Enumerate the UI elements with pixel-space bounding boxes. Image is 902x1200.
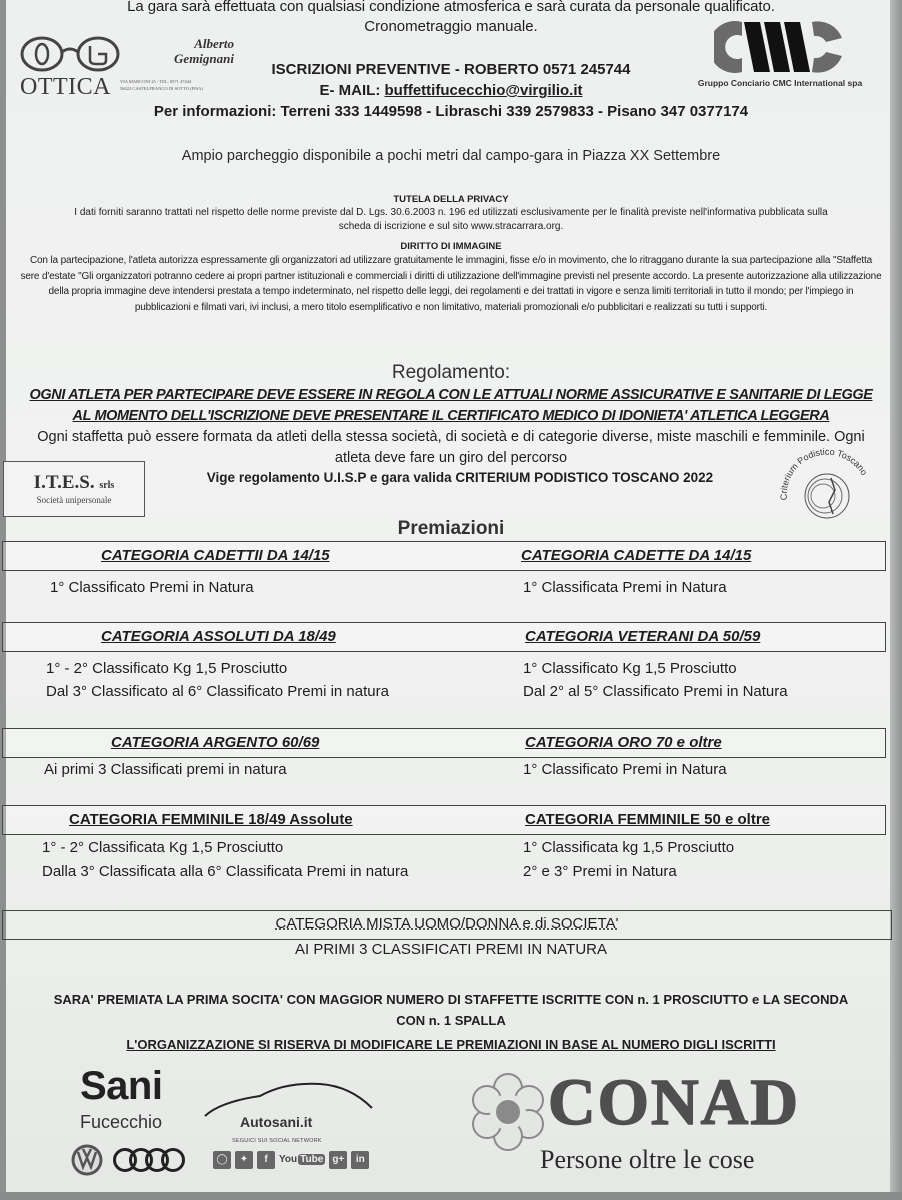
ites-title [4, 472, 144, 494]
category-header-row [2, 541, 886, 571]
category-mista-header [2, 910, 892, 940]
cmc-caption: Gruppo Conciario CMC International spa [697, 78, 863, 88]
ottica-name-line2: Gemignani [174, 51, 234, 66]
ottica-brand: OTTICA [20, 74, 111, 100]
regolamento-heading: Regolamento: [391, 362, 511, 383]
category-header-row [2, 728, 886, 758]
regolamento-text: Ogni staffetta può essere formata da atleti della stessa società, di società e di categorie diverse, miste maschili e femminile. Ogni atleta deve fare un giro del percorso [37, 429, 865, 466]
category-title: CATEGORIA VETERANI DA 50/59 [525, 628, 761, 645]
weather-note: La gara sarà effettuata con qualsiasi condizione atmosferica e sarà curata da personale qualificato. [127, 0, 775, 15]
category-title: CATEGORIA FEMMINILE 50 e oltre [525, 811, 771, 828]
category-header-row [2, 805, 886, 835]
autosani-site: Autosani.it [240, 1114, 313, 1130]
prize-line: 1° Classificato Premi in Natura [523, 761, 727, 778]
volkswagen-logo-icon [70, 1143, 104, 1177]
conad-brand: CONAD [548, 1066, 800, 1139]
svg-text:Criterium Podistico Toscano [779, 447, 870, 501]
regolamento-rule: Vige regolamento U.I.S.P e gara valida CRITERIUM PODISTICO TOSCANO 2022 [206, 470, 714, 485]
sani-brand: Sani [80, 1064, 163, 1108]
twitter-icon[interactable]: ✦ [235, 1151, 253, 1169]
parking-note: Ampio parcheggio disponibile a pochi metri dal campo-gara in Piazza XX Settembre [181, 148, 721, 164]
conad-tagline: Persone oltre le cose [540, 1145, 755, 1174]
prize-line: Dalla 3° Classificata alla 6° Classificata Premi in natura [42, 863, 409, 880]
prize-line: 1° Classificato Premi in Natura [50, 579, 254, 596]
prize-line: 1° Classificata Premi in Natura [523, 579, 727, 596]
sani-city: Fucecchio [80, 1112, 163, 1132]
youtube-tube: Tube [300, 1154, 324, 1165]
prize-line: Ai primi 3 Classificati premi in natura [44, 761, 287, 778]
category-mista-prize: AI PRIMI 3 CLASSIFICATI PREMI IN NATURA [295, 941, 607, 958]
ites-subtitle: Società unipersonale [36, 495, 112, 505]
info-contacts: Per informazioni: Terreni 333 1449598 - Libraschi 339 2579833 - Pisano 347 0377174 [153, 103, 749, 120]
category-title: CATEGORIA CADETTII DA 14/15 [101, 547, 330, 564]
email-link[interactable]: buffettifucecchio@virgilio.it [384, 82, 583, 99]
ottica-address-line1: VIA MARCONI 25 - TEL. 0571 47444 [120, 79, 192, 84]
youtube-icon[interactable] [279, 1151, 325, 1169]
category-title: CATEGORIA ARGENTO 60/69 [111, 734, 320, 751]
prize-line: 1° - 2° Classificato Kg 1,5 Prosciutto [46, 660, 288, 677]
category-title: CATEGORIA FEMMINILE 18/49 Assolute [69, 811, 353, 828]
image-rights-text: Con la partecipazione, l'atleta autorizza espressamente gli organizzatori ad utilizzare gratuitamente le immagini, fisse e/o in movimento, che lo ritraggano durante la sua partecipazione alla "Staffetta sere d'estate "Gli organizzatori potranno cedere ai propri partner istituzionali e commerciali i diritti di utilizzazione dell'immagine previsti nel presente accordo. La presente autorizzazione alla utilizzazione della propria immagine deve intendersi prestata a tempo indeterminato, nel rispetto delle leggi, dei regolamenti e dei trattati in vigore e senza limiti territoriali in tutto il mondo; per l'impiego in pubblicazioni e filmati vari, ivi inclusi, a mero titolo esemplificativo e non limitativo, materiali promozionali e/o pubblicitari e realizzati su tutti i supporti. [20, 255, 882, 313]
category-title: CATEGORIA ORO 70 e oltre [525, 734, 722, 751]
linkedin-icon[interactable]: in [351, 1151, 369, 1169]
ottica-address-line2: 56022 CASTELFRANCO DI SOTTO (PISA) [120, 86, 203, 91]
criterium-logo-text: Criterium Podistico Toscano [778, 446, 870, 501]
premiazioni-heading: Premiazioni [397, 518, 505, 539]
societa-award-note: SARA' PREMIATA LA PRIMA SOCITA' CON MAGGIOR NUMERO DI STAFFETTE ISCRITTE CON n. 1 PROSCIUTTO e LA SECONDA CON n. 1 SPALLA [53, 992, 849, 1028]
registration-contact: ISCRIZIONI PREVENTIVE - ROBERTO 0571 245744 [271, 61, 631, 78]
privacy-text: I dati forniti saranno trattati nel rispetto delle norme previste dal D. Lgs. 30.6.2003 n. 196 ed utilizzati esclusivamente per le finalità previste nell'informativa pubblicata sulla scheda di iscrizione e sul sito www.stracarrara.org. [74, 207, 828, 232]
youtube-you: You [279, 1154, 298, 1165]
prize-line: 2° e 3° Premi in Natura [523, 863, 677, 880]
prize-line: Dal 2° al 5° Classificato Premi in Natura [523, 683, 788, 700]
prize-line: 1° Classificata kg 1,5 Prosciutto [523, 839, 735, 856]
ites-suffix: srls [99, 480, 115, 491]
privacy-heading: TUTELA DELLA PRIVACY [393, 194, 509, 205]
instagram-icon[interactable]: ◯ [213, 1151, 231, 1169]
ites-logo [3, 461, 145, 517]
category-header-row [2, 622, 886, 652]
audi-rings-icon [112, 1146, 186, 1174]
category-title: CATEGORIA CADETTE DA 14/15 [521, 547, 752, 564]
prize-line: Dal 3° Classificato al 6° Classificato Premi in natura [46, 683, 389, 700]
category-title: CATEGORIA ASSOLUTI DA 18/49 [101, 628, 336, 645]
regolamento-requirements: OGNI ATLETA PER PARTECIPARE DEVE ESSERE IN REGOLA CON LE ATTUALI NORME ASSICURATIVE E SANITARIE DI LEGGE AL MOMENTO DELL'ISCRIZIONE DEVE PRESENTARE IL CERTIFICATO MEDICO DI IDONIETA' ATLETICA LEGGERA [29, 387, 873, 424]
category-mista-title: CATEGORIA MISTA UOMO/DONNA e di SOCIETA' [275, 915, 619, 932]
organizer-disclaimer: L'ORGANIZZAZIONE SI RISERVA DI MODIFICARE LE PREMIAZIONI IN BASE AL NUMERO DIGLI ISCRITTI [126, 1037, 776, 1052]
social-icons [213, 1151, 369, 1169]
timing-note: Cronometraggio manuale. [364, 18, 538, 35]
criterium-podistico-logo [775, 440, 875, 520]
ites-name: I.T.E.S. [33, 472, 95, 493]
email-label: E- MAIL: [319, 82, 385, 99]
prize-line: 1° - 2° Classificata Kg 1,5 Prosciutto [42, 839, 284, 856]
social-caption: SEGUICI SUI SOCIAL NETWORK [232, 1138, 322, 1144]
cmc-logo [714, 18, 846, 76]
image-rights-heading: DIRITTO DI IMMAGINE [400, 241, 502, 252]
google-plus-icon[interactable]: g+ [329, 1151, 347, 1169]
conad-flower-icon [468, 1072, 548, 1152]
page-bottom-edge [0, 1192, 902, 1200]
ottica-name-line1: Alberto [194, 36, 234, 51]
prize-line: 1° Classificato Kg 1,5 Prosciutto [523, 660, 737, 677]
facebook-icon[interactable]: f [257, 1151, 275, 1169]
